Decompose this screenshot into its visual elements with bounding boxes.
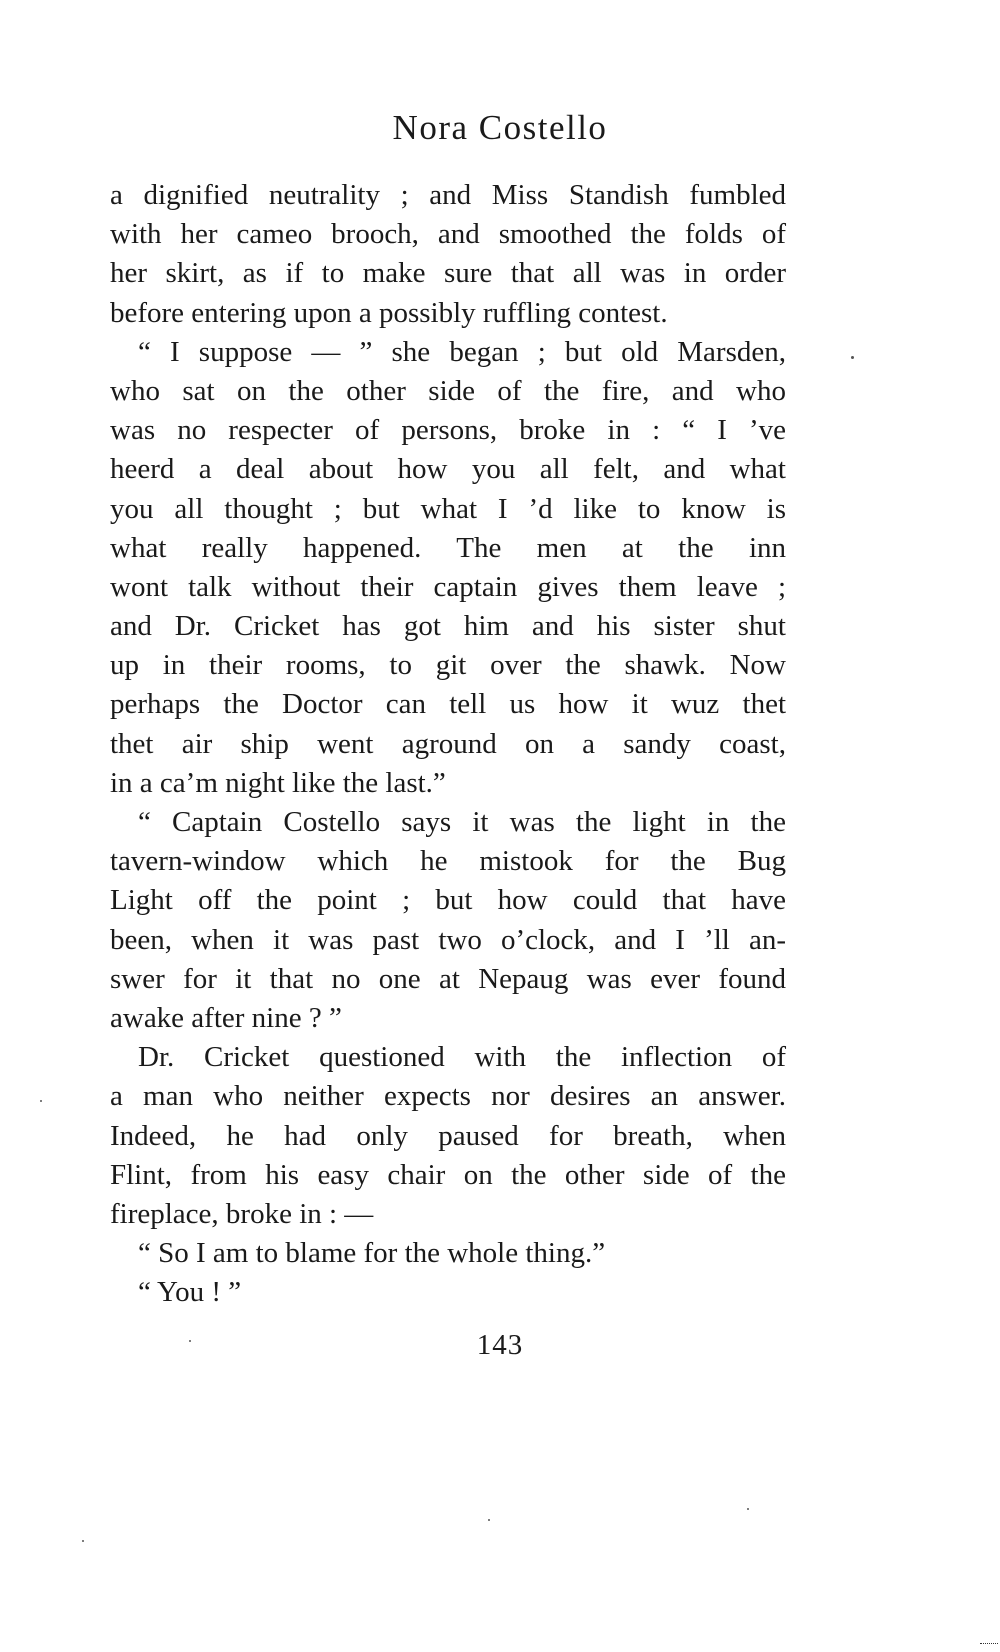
- page-number: 143: [476, 1329, 524, 1361]
- text-line: “ You ! ”: [138, 1276, 242, 1309]
- paper-speck: [82, 1540, 84, 1542]
- text-line: “ Captain Costello says it was the light in the: [138, 806, 786, 838]
- text-line: a man who neither expects nor desires an answer.: [110, 1080, 786, 1113]
- text-line: swer for it that no one at Nepaug was ever found: [110, 962, 786, 995]
- text-line: Flint, from his easy chair on the other side of the: [110, 1158, 786, 1191]
- paper-speck: [189, 1340, 191, 1342]
- text-line: who sat on the other side of the fire, and who: [110, 374, 786, 407]
- text-line: been, when it was past two o’clock, and I ’ll an-: [110, 923, 786, 956]
- paper-speck: [851, 356, 854, 359]
- text-line: tavern-window which he mistook for the Bug: [110, 845, 786, 878]
- text-line: “ I suppose — ” she began ; but old Marsden,: [138, 335, 786, 368]
- text-line: “ So I am to blame for the whole thing.”: [138, 1237, 606, 1270]
- body-text: [110, 176, 786, 1312]
- text-line: wont talk without their captain gives them leave ;: [110, 570, 786, 603]
- paper-speck: [488, 1519, 490, 1521]
- text-line: Light off the point ; but how could that have: [110, 884, 786, 917]
- text-line: was no respecter of persons, broke in : “ I ’ve: [110, 414, 786, 447]
- text-line: in a ca’m night like the last.”: [110, 766, 446, 799]
- text-line: what really happened. The men at the inn: [110, 531, 786, 564]
- paper-speck: [40, 1100, 42, 1102]
- running-title: Nora Costello: [392, 108, 608, 147]
- text-line: her skirt, as if to make sure that all was in order: [110, 257, 786, 290]
- text-line: and Dr. Cricket has got him and his sister shut: [110, 610, 786, 643]
- text-line: perhaps the Doctor can tell us how it wuz thet: [110, 688, 786, 721]
- text-line: awake after nine ? ”: [110, 1001, 342, 1034]
- text-line: thet air ship went aground on a sandy coast,: [110, 727, 786, 760]
- paper-speck: [747, 1508, 749, 1510]
- text-line: Indeed, he had only paused for breath, when: [110, 1119, 786, 1152]
- text-line: Dr. Cricket questioned with the inflection of: [138, 1041, 786, 1074]
- text-line: up in their rooms, to git over the shawk. Now: [110, 649, 786, 682]
- text-line: before entering upon a possibly ruffling contest.: [110, 296, 668, 329]
- text-line: fireplace, broke in : —: [110, 1197, 374, 1230]
- text-line: you all thought ; but what I ’d like to know is: [110, 492, 786, 525]
- text-line: a dignified neutrality ; and Miss Standish fumbled: [110, 179, 786, 211]
- text-line: with her cameo brooch, and smoothed the folds of: [110, 218, 786, 251]
- page-edge-mark: [980, 1643, 998, 1648]
- text-line: heerd a deal about how you all felt, and what: [110, 453, 786, 486]
